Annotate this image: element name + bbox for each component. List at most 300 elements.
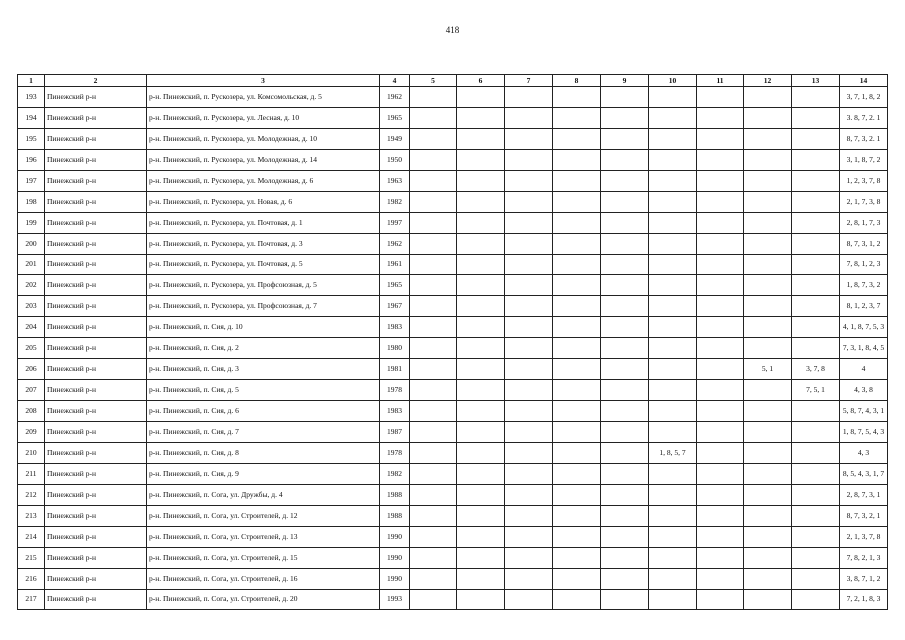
table-cell-col-2: Пинежский р-н (45, 380, 147, 401)
column-header-11: 11 (697, 75, 744, 87)
table-cell-col-11 (697, 212, 744, 233)
table-cell-col-12 (744, 338, 792, 359)
table-cell-col-14: 7, 3, 1, 8, 4, 5 (840, 338, 888, 359)
table-cell-col-8 (553, 568, 601, 589)
table-cell-col-4: 1963 (380, 170, 410, 191)
table-cell-col-14: 8, 7, 3, 2. 1 (840, 128, 888, 149)
table-cell-col-2: Пинежский р-н (45, 128, 147, 149)
table-cell-col-13 (792, 191, 840, 212)
table-cell-col-4: 1993 (380, 589, 410, 610)
table-cell-col-12 (744, 128, 792, 149)
table-cell-col-4: 1997 (380, 212, 410, 233)
table-cell-col-12 (744, 380, 792, 401)
table-cell-col-1: 211 (18, 463, 45, 484)
table-cell-col-14: 4 (840, 359, 888, 380)
column-header-12: 12 (744, 75, 792, 87)
table-cell-col-12 (744, 107, 792, 128)
table-cell-col-6 (457, 380, 505, 401)
table-cell-col-12 (744, 317, 792, 338)
table-cell-col-2: Пинежский р-н (45, 191, 147, 212)
table-cell-col-9 (601, 338, 649, 359)
table-cell-col-9 (601, 87, 649, 108)
table-cell-col-11 (697, 107, 744, 128)
table-cell-col-12 (744, 149, 792, 170)
table-cell-col-3: р-н. Пинежский, п. Рускозера, ул. Молодежная, д. 10 (147, 128, 380, 149)
table-cell-col-5 (410, 463, 457, 484)
table-cell-col-7 (505, 463, 553, 484)
table-cell-col-8 (553, 233, 601, 254)
table-cell-col-2: Пинежский р-н (45, 526, 147, 547)
table-row (18, 401, 888, 422)
table-cell-col-4: 1990 (380, 568, 410, 589)
table-cell-col-5 (410, 233, 457, 254)
table-cell-col-12 (744, 547, 792, 568)
table-cell-col-6 (457, 568, 505, 589)
table-cell-col-5 (410, 589, 457, 610)
table-cell-col-10 (649, 191, 697, 212)
table-cell-col-14: 8, 7, 3, 1, 2 (840, 233, 888, 254)
table-cell-col-6 (457, 484, 505, 505)
table-cell-col-4: 1982 (380, 463, 410, 484)
table-cell-col-13 (792, 484, 840, 505)
table-cell-col-7 (505, 380, 553, 401)
table-cell-col-13 (792, 505, 840, 526)
table-cell-col-8 (553, 380, 601, 401)
table-cell-col-11 (697, 463, 744, 484)
column-header-10: 10 (649, 75, 697, 87)
table-cell-col-2: Пинежский р-н (45, 107, 147, 128)
table-cell-col-3: р-н. Пинежский, п. Рускозера, ул. Профсоюзная, д. 5 (147, 275, 380, 296)
table-cell-col-7 (505, 401, 553, 422)
table-cell-col-10 (649, 463, 697, 484)
data-table (17, 74, 888, 610)
table-cell-col-13 (792, 128, 840, 149)
table-cell-col-2: Пинежский р-н (45, 401, 147, 422)
table-cell-col-8 (553, 87, 601, 108)
table-cell-col-7 (505, 212, 553, 233)
table-cell-col-14: 4, 3, 8 (840, 380, 888, 401)
table-cell-col-11 (697, 338, 744, 359)
table-cell-col-13 (792, 547, 840, 568)
table-row (18, 568, 888, 589)
table-cell-col-9 (601, 296, 649, 317)
table-cell-col-2: Пинежский р-н (45, 442, 147, 463)
table-cell-col-4: 1983 (380, 317, 410, 338)
table-cell-col-2: Пинежский р-н (45, 275, 147, 296)
table-body (18, 87, 888, 610)
table-row (18, 170, 888, 191)
table-cell-col-10 (649, 401, 697, 422)
table-cell-col-7 (505, 191, 553, 212)
table-cell-col-8 (553, 149, 601, 170)
table-cell-col-14: 2, 8, 7, 3, 1 (840, 484, 888, 505)
table-cell-col-2: Пинежский р-н (45, 233, 147, 254)
table-cell-col-5 (410, 87, 457, 108)
table-cell-col-13 (792, 422, 840, 443)
table-cell-col-6 (457, 442, 505, 463)
table-cell-col-8 (553, 422, 601, 443)
table-cell-col-11 (697, 275, 744, 296)
table-cell-col-5 (410, 212, 457, 233)
table-cell-col-14: 8, 5, 4, 3, 1, 7 (840, 463, 888, 484)
table-cell-col-7 (505, 505, 553, 526)
table-cell-col-6 (457, 107, 505, 128)
table-cell-col-10 (649, 107, 697, 128)
table-cell-col-9 (601, 380, 649, 401)
table-cell-col-3: р-н. Пинежский, п. Сия, д. 2 (147, 338, 380, 359)
table-cell-col-4: 1988 (380, 505, 410, 526)
column-header-2: 2 (45, 75, 147, 87)
table-cell-col-10 (649, 233, 697, 254)
table-cell-col-10 (649, 149, 697, 170)
table-cell-col-1: 215 (18, 547, 45, 568)
column-header-6: 6 (457, 75, 505, 87)
table-cell-col-13 (792, 275, 840, 296)
table-cell-col-4: 1982 (380, 191, 410, 212)
column-header-8: 8 (553, 75, 601, 87)
table-cell-col-11 (697, 128, 744, 149)
table-row (18, 317, 888, 338)
table-cell-col-5 (410, 401, 457, 422)
table-cell-col-7 (505, 107, 553, 128)
table-cell-col-1: 210 (18, 442, 45, 463)
table-cell-col-1: 216 (18, 568, 45, 589)
table-cell-col-8 (553, 317, 601, 338)
table-cell-col-11 (697, 380, 744, 401)
table-cell-col-10 (649, 338, 697, 359)
table-cell-col-2: Пинежский р-н (45, 317, 147, 338)
table-cell-col-1: 194 (18, 107, 45, 128)
table-cell-col-10 (649, 254, 697, 275)
table-cell-col-1: 195 (18, 128, 45, 149)
table-cell-col-14: 3, 1, 8, 7, 2 (840, 149, 888, 170)
table-cell-col-3: р-н. Пинежский, п. Сога, ул. Строителей, д. 12 (147, 505, 380, 526)
table-cell-col-14: 2, 1, 7, 3, 8 (840, 191, 888, 212)
table-row (18, 87, 888, 108)
table-cell-col-9 (601, 401, 649, 422)
table-cell-col-10 (649, 589, 697, 610)
table-cell-col-6 (457, 338, 505, 359)
table-cell-col-1: 212 (18, 484, 45, 505)
table-cell-col-3: р-н. Пинежский, п. Сия, д. 8 (147, 442, 380, 463)
table-row (18, 212, 888, 233)
table-cell-col-11 (697, 296, 744, 317)
table-cell-col-1: 209 (18, 422, 45, 443)
table-cell-col-9 (601, 275, 649, 296)
table-cell-col-8 (553, 442, 601, 463)
table-cell-col-7 (505, 568, 553, 589)
table-cell-col-4: 1967 (380, 296, 410, 317)
table-cell-col-5 (410, 275, 457, 296)
table-cell-col-5 (410, 380, 457, 401)
table-cell-col-10 (649, 484, 697, 505)
table-cell-col-4: 1978 (380, 442, 410, 463)
table-cell-col-5 (410, 547, 457, 568)
table-cell-col-5 (410, 359, 457, 380)
table-cell-col-6 (457, 170, 505, 191)
table-cell-col-6 (457, 191, 505, 212)
table-cell-col-9 (601, 589, 649, 610)
table-cell-col-14: 7, 2, 1, 8, 3 (840, 589, 888, 610)
table-row (18, 275, 888, 296)
table-cell-col-10 (649, 128, 697, 149)
table-cell-col-9 (601, 359, 649, 380)
table-cell-col-2: Пинежский р-н (45, 547, 147, 568)
table-cell-col-8 (553, 526, 601, 547)
table-cell-col-5 (410, 484, 457, 505)
table-row (18, 359, 888, 380)
table-cell-col-6 (457, 212, 505, 233)
table-cell-col-5 (410, 568, 457, 589)
table-cell-col-2: Пинежский р-н (45, 505, 147, 526)
table-cell-col-4: 1965 (380, 107, 410, 128)
table-cell-col-10 (649, 568, 697, 589)
table-cell-col-9 (601, 505, 649, 526)
table-cell-col-14: 3, 7, 1, 8, 2 (840, 87, 888, 108)
table-cell-col-5 (410, 526, 457, 547)
table-row (18, 484, 888, 505)
table-cell-col-11 (697, 87, 744, 108)
table-cell-col-12 (744, 463, 792, 484)
table-cell-col-13 (792, 317, 840, 338)
table-cell-col-13 (792, 338, 840, 359)
table-cell-col-4: 1950 (380, 149, 410, 170)
table-cell-col-7 (505, 589, 553, 610)
table-cell-col-13 (792, 568, 840, 589)
table-cell-col-12: 5, 1 (744, 359, 792, 380)
table-cell-col-6 (457, 275, 505, 296)
table-cell-col-1: 207 (18, 380, 45, 401)
table-cell-col-2: Пинежский р-н (45, 87, 147, 108)
table-cell-col-2: Пинежский р-н (45, 589, 147, 610)
table-cell-col-3: р-н. Пинежский, п. Сия, д. 10 (147, 317, 380, 338)
table-row (18, 442, 888, 463)
table-cell-col-4: 1965 (380, 275, 410, 296)
table-cell-col-5 (410, 422, 457, 443)
table-cell-col-11 (697, 401, 744, 422)
table-cell-col-1: 214 (18, 526, 45, 547)
table-cell-col-8 (553, 275, 601, 296)
table-cell-col-11 (697, 254, 744, 275)
table-cell-col-11 (697, 170, 744, 191)
table-row (18, 463, 888, 484)
table-cell-col-1: 198 (18, 191, 45, 212)
table-cell-col-8 (553, 254, 601, 275)
table-cell-col-13 (792, 87, 840, 108)
table-cell-col-7 (505, 254, 553, 275)
table-cell-col-9 (601, 568, 649, 589)
table-cell-col-9 (601, 547, 649, 568)
table-row (18, 338, 888, 359)
table-cell-col-2: Пинежский р-н (45, 212, 147, 233)
table-cell-col-12 (744, 191, 792, 212)
table-row (18, 107, 888, 128)
table-cell-col-3: р-н. Пинежский, п. Сога, ул. Строителей, д. 16 (147, 568, 380, 589)
table-cell-col-7 (505, 317, 553, 338)
table-cell-col-1: 206 (18, 359, 45, 380)
table-cell-col-14: 4, 3 (840, 442, 888, 463)
table-cell-col-1: 204 (18, 317, 45, 338)
column-header-3: 3 (147, 75, 380, 87)
table-cell-col-14: 1, 8, 7, 5, 4, 3 (840, 422, 888, 443)
table-cell-col-9 (601, 484, 649, 505)
table-cell-col-8 (553, 170, 601, 191)
column-header-13: 13 (792, 75, 840, 87)
table-cell-col-1: 217 (18, 589, 45, 610)
table-cell-col-4: 1980 (380, 338, 410, 359)
table-cell-col-9 (601, 212, 649, 233)
table-cell-col-9 (601, 149, 649, 170)
table-cell-col-7 (505, 87, 553, 108)
table-cell-col-3: р-н. Пинежский, п. Рускозера, ул. Почтовая, д. 3 (147, 233, 380, 254)
table-cell-col-12 (744, 589, 792, 610)
table-cell-col-7 (505, 275, 553, 296)
table-cell-col-3: р-н. Пинежский, п. Рускозера, ул. Почтовая, д. 5 (147, 254, 380, 275)
table-cell-col-5 (410, 296, 457, 317)
table-cell-col-6 (457, 87, 505, 108)
table-cell-col-5 (410, 107, 457, 128)
table-cell-col-12 (744, 233, 792, 254)
table-cell-col-1: 205 (18, 338, 45, 359)
table-cell-col-2: Пинежский р-н (45, 422, 147, 443)
table-cell-col-6 (457, 589, 505, 610)
table-cell-col-13 (792, 442, 840, 463)
table-cell-col-5 (410, 442, 457, 463)
table-cell-col-13 (792, 401, 840, 422)
table-row (18, 128, 888, 149)
column-header-4: 4 (380, 75, 410, 87)
table-cell-col-10: 1, 8, 5, 7 (649, 442, 697, 463)
table-cell-col-14: 7, 8, 1, 2, 3 (840, 254, 888, 275)
column-header-7: 7 (505, 75, 553, 87)
table-cell-col-14: 1, 2, 3, 7, 8 (840, 170, 888, 191)
table-cell-col-3: р-н. Пинежский, п. Сия, д. 5 (147, 380, 380, 401)
table-cell-col-10 (649, 526, 697, 547)
table-row (18, 380, 888, 401)
table-cell-col-13 (792, 526, 840, 547)
table-cell-col-4: 1983 (380, 401, 410, 422)
table-cell-col-8 (553, 401, 601, 422)
table-cell-col-6 (457, 296, 505, 317)
table-cell-col-9 (601, 254, 649, 275)
table-cell-col-13 (792, 463, 840, 484)
table-cell-col-7 (505, 128, 553, 149)
table-cell-col-8 (553, 359, 601, 380)
table-cell-col-2: Пинежский р-н (45, 463, 147, 484)
table-cell-col-7 (505, 422, 553, 443)
table-cell-col-11 (697, 589, 744, 610)
table-cell-col-9 (601, 526, 649, 547)
table-cell-col-10 (649, 547, 697, 568)
table-cell-col-3: р-н. Пинежский, п. Сия, д. 6 (147, 401, 380, 422)
column-header-14: 14 (840, 75, 888, 87)
table-cell-col-10 (649, 380, 697, 401)
table-cell-col-2: Пинежский р-н (45, 568, 147, 589)
table-cell-col-8 (553, 547, 601, 568)
table-cell-col-5 (410, 317, 457, 338)
table-cell-col-2: Пинежский р-н (45, 170, 147, 191)
table-cell-col-10 (649, 422, 697, 443)
table-cell-col-9 (601, 170, 649, 191)
table-cell-col-10 (649, 317, 697, 338)
table-cell-col-10 (649, 359, 697, 380)
table-cell-col-10 (649, 505, 697, 526)
table-cell-col-7 (505, 170, 553, 191)
table-cell-col-4: 1990 (380, 547, 410, 568)
table-cell-col-13 (792, 233, 840, 254)
table-row (18, 191, 888, 212)
table-cell-col-3: р-н. Пинежский, п. Сия, д. 3 (147, 359, 380, 380)
table-cell-col-5 (410, 505, 457, 526)
table-cell-col-2: Пинежский р-н (45, 254, 147, 275)
table-cell-col-1: 202 (18, 275, 45, 296)
table-cell-col-8 (553, 107, 601, 128)
table-cell-col-14: 1, 8, 7, 3, 2 (840, 275, 888, 296)
table-cell-col-11 (697, 359, 744, 380)
table-cell-col-4: 1990 (380, 526, 410, 547)
table-cell-col-14: 5, 8, 7, 4, 3, 1 (840, 401, 888, 422)
table-cell-col-14: 8, 1, 2, 3, 7 (840, 296, 888, 317)
table-cell-col-6 (457, 149, 505, 170)
table-row (18, 296, 888, 317)
table-cell-col-8 (553, 463, 601, 484)
table-cell-col-3: р-н. Пинежский, п. Рускозера, ул. Новая, д. 6 (147, 191, 380, 212)
table-cell-col-12 (744, 422, 792, 443)
table-cell-col-8 (553, 212, 601, 233)
table-cell-col-12 (744, 526, 792, 547)
table-cell-col-12 (744, 254, 792, 275)
table-cell-col-11 (697, 547, 744, 568)
table-cell-col-13 (792, 296, 840, 317)
table-row (18, 505, 888, 526)
table-cell-col-1: 200 (18, 233, 45, 254)
table-cell-col-13 (792, 589, 840, 610)
table-cell-col-11 (697, 442, 744, 463)
table-cell-col-5 (410, 338, 457, 359)
table-cell-col-2: Пинежский р-н (45, 296, 147, 317)
table-cell-col-9 (601, 107, 649, 128)
table-cell-col-6 (457, 526, 505, 547)
table-cell-col-4: 1981 (380, 359, 410, 380)
table-cell-col-1: 201 (18, 254, 45, 275)
table-cell-col-6 (457, 547, 505, 568)
table-cell-col-13 (792, 212, 840, 233)
table-cell-col-3: р-н. Пинежский, п. Рускозера, ул. Молодежная, д. 14 (147, 149, 380, 170)
table-cell-col-11 (697, 233, 744, 254)
table-cell-col-12 (744, 505, 792, 526)
table-cell-col-14: 2, 1, 3, 7, 8 (840, 526, 888, 547)
table-cell-col-12 (744, 568, 792, 589)
table-cell-col-13: 7, 5, 1 (792, 380, 840, 401)
table-cell-col-8 (553, 484, 601, 505)
table-cell-col-3: р-н. Пинежский, п. Рускозера, ул. Лесная, д. 10 (147, 107, 380, 128)
table-cell-col-11 (697, 484, 744, 505)
table-cell-col-5 (410, 191, 457, 212)
table-cell-col-3: р-н. Пинежский, п. Сога, ул. Строителей, д. 15 (147, 547, 380, 568)
table-cell-col-10 (649, 87, 697, 108)
table-cell-col-11 (697, 526, 744, 547)
table-cell-col-11 (697, 568, 744, 589)
table-cell-col-10 (649, 212, 697, 233)
table-cell-col-4: 1949 (380, 128, 410, 149)
table-cell-col-6 (457, 254, 505, 275)
table-cell-col-13 (792, 107, 840, 128)
table-cell-col-8 (553, 191, 601, 212)
table-cell-col-12 (744, 170, 792, 191)
table-cell-col-10 (649, 275, 697, 296)
table-cell-col-6 (457, 128, 505, 149)
table-cell-col-11 (697, 149, 744, 170)
